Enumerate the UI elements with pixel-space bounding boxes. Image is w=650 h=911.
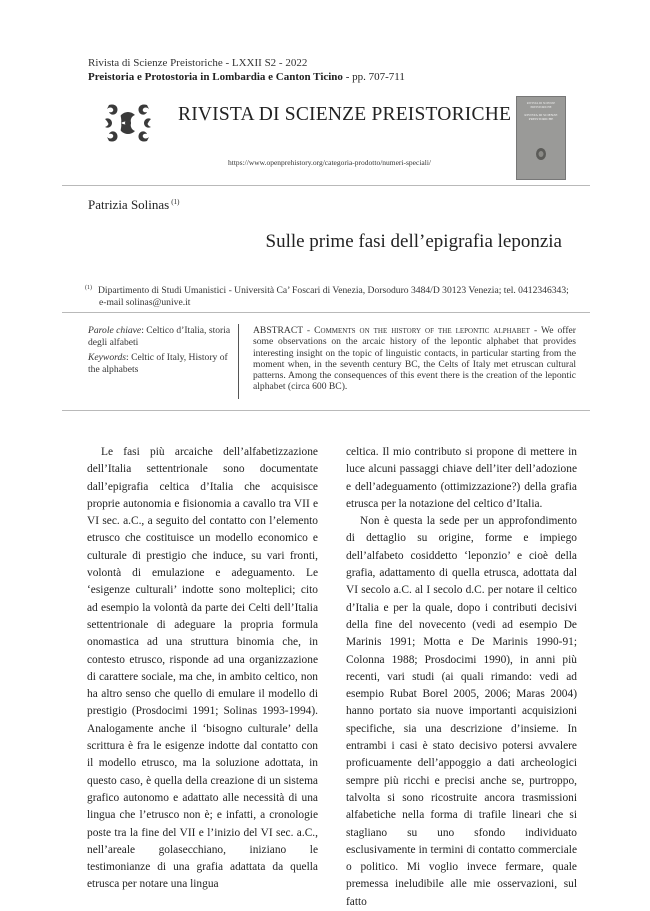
body-column-left xyxy=(87,444,318,894)
body-column-right xyxy=(346,444,577,911)
affiliation-line-1: Dipartimento di Studi Umanistici - Università Ca’ Foscari di Venezia, Dorsoduro 3484/D 30123 Venezia; tel. 0412346343; xyxy=(98,285,569,296)
body-paragraph: Non è questa la sede per un approfondimento di dettaglio su origine, forme e impiego dell’alfabeto cosiddetto ‘leponzio’ e cioè della grafia, adattamento di quella etrusca, adottata dal VI secolo a.C. al I secolo d.C. per notare il celtico d’Italia e per la quale, dopo i contributi decisivi della fine del novecento (vedi ad esempio De Marinis 1991; Motta e De Marinis 1990-91; Colonna 1988; Prosdocimi 1990), in anni più recenti, vari studi (ai quali rimando: vedi ad esempio Rubat Borel 2005, 2006; Maras 2004) hanno portato sia nuove importanti acquisizioni specifiche, sia una descrizione d’insieme. In entrambi i casi è stato decisivo potersi avvalere proficuamente dell’appoggio a dati archeologici sempre più ricchi e precisi anche se, purtroppo, talvolta si sono ricostruite ancora trasmissioni alfabetiche nella forma di trafile lineari che si stagliano su uno sfondo individuato esclusivamente in termini di contatto commerciale o politico. Mi voglio invece fermare, quale premessa ineludibile alle mie osservazioni, sul fatto xyxy=(346,515,577,908)
cover-title: RIVISTA DI SCIENZE PREISTORICHE xyxy=(524,113,558,121)
article-title: Sulle prime fasi dell’epigrafia leponzia xyxy=(265,231,562,252)
keywords-english-text: : Celtic of Italy, History of the alphabets xyxy=(88,352,228,375)
affiliation-footnote-mark: (1) xyxy=(85,285,92,291)
volume-title xyxy=(88,71,405,83)
body-paragraph: celtica. Il mio contributo si propone di mettere in luce alcuni passaggi chiave dell’iter dell’adozione e dell’adeguamento (ottimizzazione?) della grafia etrusca per la notazione del celtico d’Italia. xyxy=(346,446,577,510)
cover-top-text: RIVISTA DI SCIENZE PREISTORICHE xyxy=(526,101,556,109)
cover-emblem-icon xyxy=(535,147,547,161)
keywords-english-label: Keywords xyxy=(88,352,127,363)
author-name xyxy=(88,197,179,213)
keywords-italian xyxy=(88,325,233,349)
author-name-text: Patrizia Solinas xyxy=(88,197,170,212)
abstract-block xyxy=(253,325,576,393)
journal-issue: Rivista di Scienze Preistoriche - LXXII S2 - 2022 xyxy=(88,57,308,69)
abstract-top-rule xyxy=(62,312,590,313)
masthead-divider xyxy=(62,185,590,186)
keywords-english xyxy=(88,352,233,376)
journal-logo-icon xyxy=(103,101,153,145)
keywords-italian-text: : Celtico d’Italia, storia degli alfabeti xyxy=(88,325,231,348)
abstract-bottom-rule xyxy=(62,410,590,411)
page-range: - pp. 707-711 xyxy=(342,71,405,83)
abstract-heading: Comments on the history of the lepontic alphabet xyxy=(314,325,530,336)
keywords-block xyxy=(88,325,233,379)
body-paragraph: Le fasi più arcaiche dell’alfabetizzazione dell’Italia settentrionale sono documentate dall’epigrafia celtica d’Italia che acquisisce proprie autonomia e fisionomia a cavallo tra VII e VI sec. a.C., a seguito del contatto con l’elemento etrusco che costituisce un modello economico e culturale di prestigio che induce, su vari fronti, volontà di emulazione e adeguamento. Le ‘esigenze culturali’ indotte sono molteplici; cito ad esempio la volontà da parte dei Celti dell’Italia settentrionale di adeguare la propria formula onomastica ad una struttura binomia che, in contesto etrusco, risponde ad una organizzazione di carattere sociale, ma che, in ambito celtico, non ha altro senso che quello di emulare il modello di prestigio (Prosdocimi 1991; Solinas 1993-1994). Analogamente anche il ‘bisogno culturale’ della scrittura è fra le esigenze indotte dal contatto con il modello etrusco, ma la soluzione adottata, in questo caso, è quella della creazione di un sistema grafico autonomo e adattato alle necessità di una lingua che l’etrusco non è; e infatti, a cronologie poste tra la fine del VII e l’inizio del VI sec. a.C., nell’areale golasecchiano, iniziano le testimonianze di una grafia adattata da quella etrusca per notare una lingua xyxy=(87,446,318,891)
abstract-text: - We offer some observations on the arcaic history of the lepontic alphabet that provides interesting insight on the topic of linguistic contacts, in particular starting from the moment when, in the seventh century BC, the Celts of Italy met etruscan cultural patterns. Among the consequences of this event there is the creation of the lepontic alphabet (circa 600 BC). xyxy=(253,325,576,393)
author-footnote-mark: (1) xyxy=(171,198,180,206)
abstract-label: ABSTRACT - xyxy=(253,325,315,336)
journal-name: RIVISTA DI SCIENZE PREISTORICHE xyxy=(178,104,512,125)
keywords-italian-label: Parole chiave xyxy=(88,325,142,336)
affiliation-email: e-mail solinas@unive.it xyxy=(99,297,191,308)
volume-title-text: Preistoria e Protostoria in Lombardia e Canton Ticino xyxy=(88,71,343,83)
journal-url-link[interactable]: https://www.openprehistory.org/categoria-prodotto/numeri-speciali/ xyxy=(228,158,432,167)
author-affiliation xyxy=(85,282,577,309)
keywords-abstract-divider xyxy=(238,324,239,399)
journal-cover-thumbnail xyxy=(516,96,566,180)
